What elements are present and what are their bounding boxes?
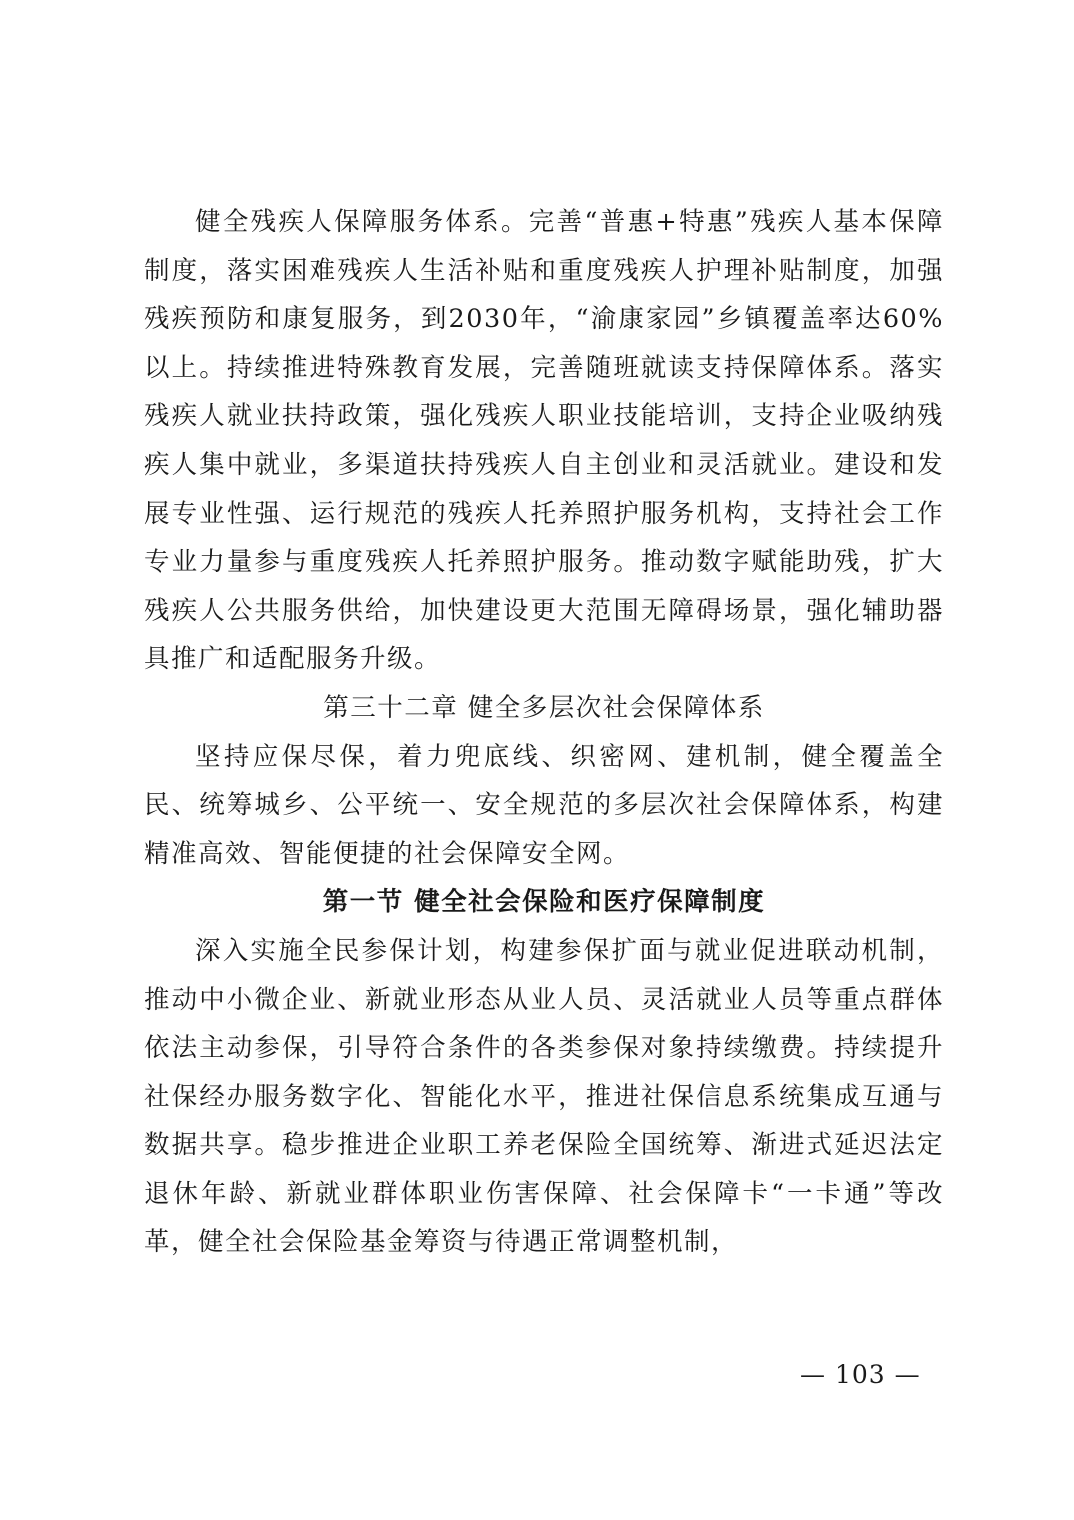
chapter-heading: 第三十二章 健全多层次社会保障体系	[323, 692, 765, 723]
paragraph-disability-services: 健全残疾人保障服务体系。完善“普惠+特惠”残疾人基本保障制度，落实困难残疾人生活补贴和重度残疾人护理补贴制度，加强残疾预防和康复服务，到2030年，“渝康家园”乡镇覆盖率达60%以上。持续推进特殊教育发展，完善随班就读支持保障体系。落实残疾人就业扶持政策，强化残疾人职业技能培训，支持企业吸纳残疾人集中就业，多渠道扶持残疾人自主创业和灵活就业。建设和发展专业性强、运行规范的残疾人托养照护服务机构，支持社会工作专业力量参与重度残疾人托养照护服务。推动数字赋能助残，扩大残疾人公共服务供给，加快建设更大范围无障碍场景，强化辅助器具推广和适配服务升级。	[144, 207, 944, 675]
page-number: — 103 —	[800, 1360, 921, 1389]
document-body	[144, 198, 944, 1267]
paragraph-social-insurance: 深入实施全民参保计划，构建参保扩面与就业促进联动机制，推动中小微企业、新就业形态从业人员、灵活就业人员等重点群体依法主动参保，引导符合条件的各类参保对象持续缴费。持续提升社保经办服务数字化、智能化水平，推进社保信息系统集成互通与数据共享。稳步推进企业职工养老保险全国统筹、渐进式延迟法定退休年龄、新就业群体职业伤害保障、社会保障卡“一卡通”等改革，健全社会保险基金筹资与待遇正常调整机制，	[144, 935, 944, 1258]
paragraph-chapter-intro: 坚持应保尽保，着力兜底线、织密网、建机制，健全覆盖全民、统筹城乡、公平统一、安全规范的多层次社会保障体系，构建精准高效、智能便捷的社会保障安全网。	[144, 741, 944, 869]
section-heading: 第一节 健全社会保险和医疗保障制度	[322, 887, 766, 918]
